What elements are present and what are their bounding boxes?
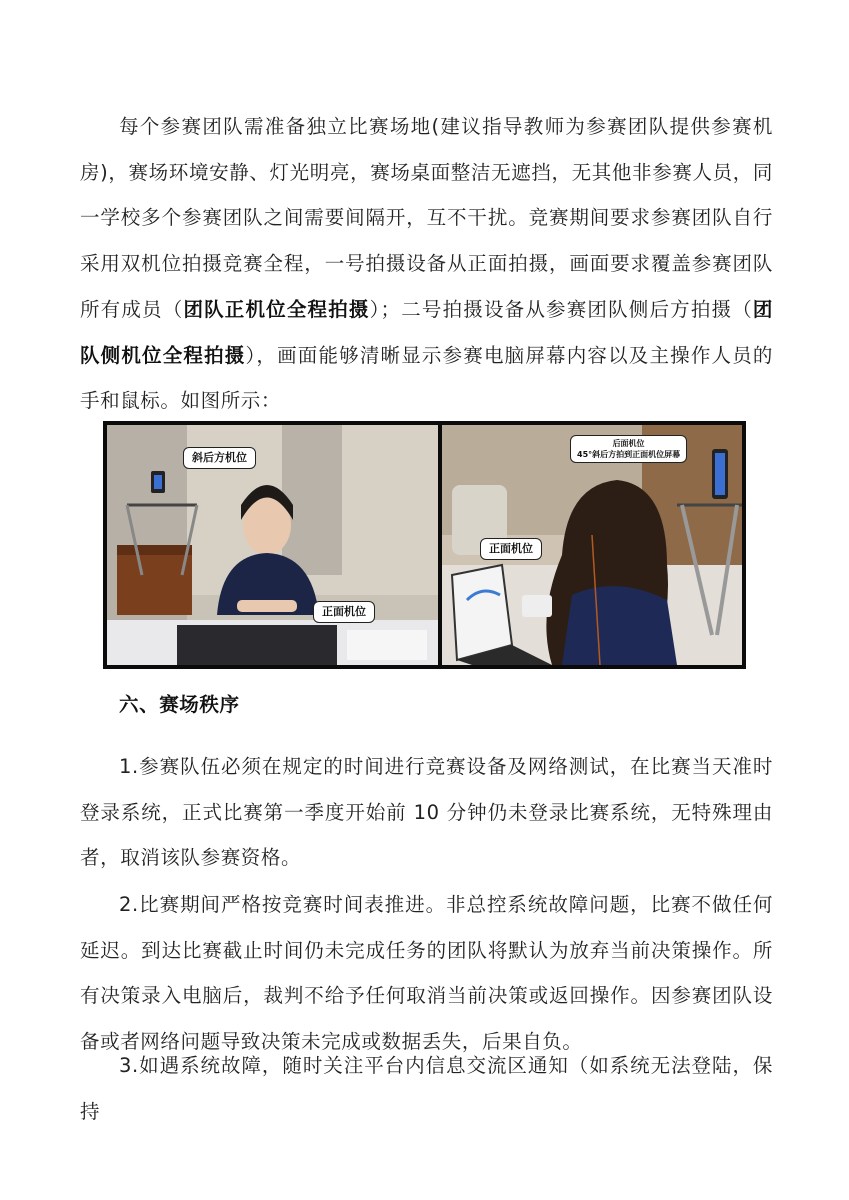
- label-front-camera: 正面机位: [313, 601, 375, 623]
- section-heading: 六、赛场秩序: [119, 693, 240, 716]
- label-rear-line1: 后面机位: [612, 439, 645, 448]
- camera-setup-figure: [103, 421, 746, 669]
- bold-text-front-camera: 团队正机位全程拍摄: [183, 297, 370, 321]
- paragraph-rule-2: 2.比赛期间严格按竞赛时间表推进。非总控系统故障问题，比赛不做任何延迟。到达比赛截止时间仍未完成任务的团队将默认为放弃当前决策操作。所有决策录入电脑后，裁判不给予任何取消当前决策或返回操作。因参赛团队设备或者网络问题导致决策未完成或数据丢失，后果自负。: [80, 893, 773, 1054]
- rear-view-photo: [442, 425, 742, 665]
- paragraph-venue-requirements: [80, 104, 773, 424]
- paragraph-text: ），画面能够清晰显示参赛电脑屏幕内容以及主操作人员的手和鼠标。如图所示：: [80, 343, 773, 413]
- label-front-camera-right: 正面机位: [480, 538, 542, 560]
- front-view-photo: [107, 425, 438, 665]
- label-rear-line2: 45°斜后方拍到正面机位屏幕: [577, 450, 681, 459]
- label-rear-camera: 斜后方机位: [183, 447, 256, 469]
- paragraph-text: ）；二号拍摄设备从参赛团队侧后方拍摄（: [369, 297, 753, 321]
- paragraph-rule-1: 1.参赛队伍必须在规定的时间进行竞赛设备及网络测试，在比赛当天准时登录系统，正式比赛第一季度开始前 10 分钟仍未登录比赛系统，无特殊理由者，取消该队参赛资格。: [80, 755, 773, 870]
- bold-text-side-camera: 团队侧机位全程拍摄: [80, 297, 773, 367]
- paragraph-rule-3: 3.如遇系统故障，随时关注平台内信息交流区通知（如系统无法登陆，保持: [80, 1054, 773, 1123]
- label-rear-45-camera: [570, 435, 687, 463]
- paragraph-text: 每个参赛团队需准备独立比赛场地(建议指导教师为参赛团队提供参赛机房)，赛场环境安静、灯光明亮，赛场桌面整洁无遮挡，无其他非参赛人员，同一学校多个参赛团队之间需要间隔开，互不干扰。竞赛期间要求参赛团队自行采用双机位拍摄竞赛全程，一号拍摄设备从正面拍摄，画面要求覆盖参赛团队所有成员（: [80, 115, 773, 321]
